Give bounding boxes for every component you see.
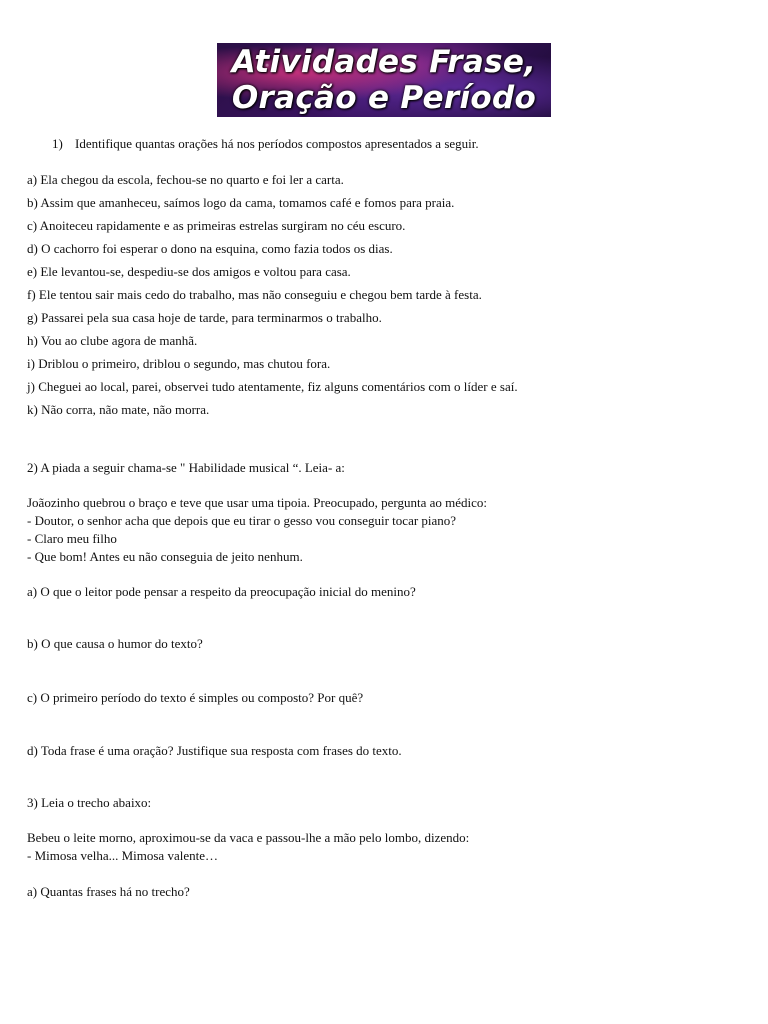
- q2-question-d: d) Toda frase é uma oração? Justifique sua resposta com frases do texto.: [27, 743, 402, 758]
- q2-question-c: c) O primeiro período do texto é simples ou composto? Por quê?: [27, 690, 364, 705]
- q1-item-f: f) Ele tentou sair mais cedo do trabalho, mas não conseguiu e chegou bem tarde à festa.: [27, 287, 482, 302]
- question-1-prompt: Identifique quantas orações há nos períodos compostos apresentados a seguir.: [75, 136, 479, 151]
- q1-item-b: b) Assim que amanheceu, saímos logo da cama, tomamos café e fomos para praia.: [27, 195, 455, 210]
- question-2-heading: 2) A piada a seguir chama-se " Habilidade musical “. Leia- a:: [27, 460, 345, 475]
- joke-line-4: - Que bom! Antes eu não conseguia de jeito nenhum.: [27, 549, 303, 564]
- q3-question-a: a) Quantas frases há no trecho?: [27, 884, 190, 899]
- q1-item-d: d) O cachorro foi esperar o dono na esquina, como fazia todos os dias.: [27, 241, 393, 256]
- joke-line-3: - Claro meu filho: [27, 531, 117, 546]
- q1-item-i: i) Driblou o primeiro, driblou o segundo, mas chutou fora.: [27, 356, 331, 371]
- joke-line-2: - Doutor, o senhor acha que depois que eu tirar o gesso vou conseguir tocar piano?: [27, 513, 457, 528]
- excerpt-line-2: - Mimosa velha... Mimosa valente…: [27, 848, 218, 863]
- banner-title-line-2: Oração e Período: [231, 80, 537, 116]
- q1-item-h: h) Vou ao clube agora de manhã.: [27, 333, 198, 348]
- q2-question-a: a) O que o leitor pode pensar a respeito da preocupação inicial do menino?: [27, 584, 416, 599]
- excerpt-line-1: Bebeu o leite morno, aproximou-se da vaca e passou-lhe a mão pelo lombo, dizendo:: [27, 830, 470, 845]
- q2-question-b: b) O que causa o humor do texto?: [27, 636, 203, 651]
- q1-item-c: c) Anoiteceu rapidamente e as primeiras estrelas surgiram no céu escuro.: [27, 218, 406, 233]
- q1-item-k: k) Não corra, não mate, não morra.: [27, 402, 210, 417]
- q1-item-e: e) Ele levantou-se, despediu-se dos amigos e voltou para casa.: [27, 264, 351, 279]
- question-3-heading: 3) Leia o trecho abaixo:: [27, 795, 152, 810]
- q1-item-a: a) Ela chegou da escola, fechou-se no quarto e foi ler a carta.: [27, 172, 344, 187]
- q1-item-g: g) Passarei pela sua casa hoje de tarde, para terminarmos o trabalho.: [27, 310, 382, 325]
- q1-item-j: j) Cheguei ao local, parei, observei tudo atentamente, fiz alguns comentários com o líder e saí.: [27, 379, 518, 394]
- joke-line-1: Joãozinho quebrou o braço e teve que usar uma tipoia. Preocupado, pergunta ao médico:: [27, 495, 488, 510]
- question-1-number: 1): [52, 136, 63, 151]
- banner-title-line-1: Atividades Frase,: [231, 44, 537, 80]
- title-banner: [217, 43, 551, 117]
